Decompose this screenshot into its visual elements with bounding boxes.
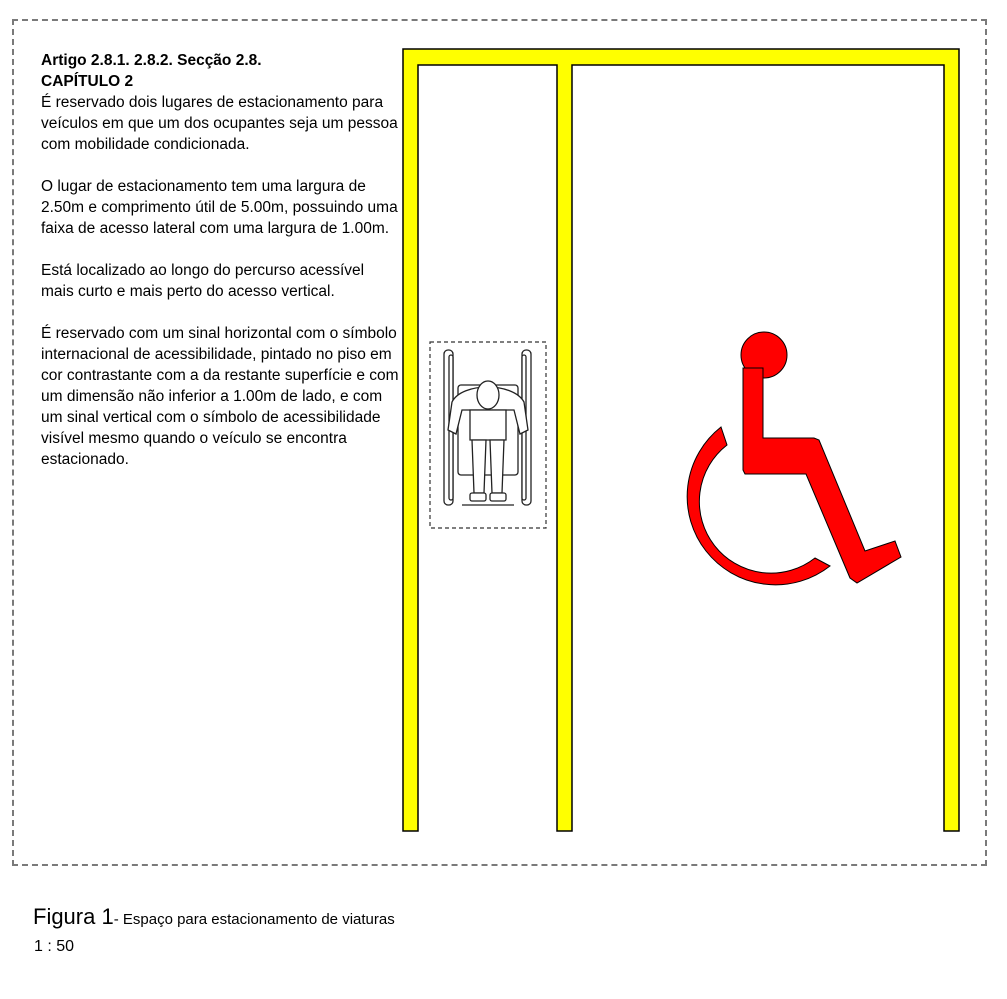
article-paragraph: Está localizado ao longo do percurso acessível mais curto e mais perto do acesso vertical. <box>41 262 365 300</box>
symbol-body <box>743 368 901 583</box>
article-heading-line2: CAPÍTULO 2 <box>41 73 134 90</box>
figure-description: - Espaço para estacionamento de viaturas <box>113 911 395 928</box>
article-heading-line1: Artigo 2.8.1. 2.8.2. Secção 2.8. <box>41 52 262 69</box>
wheelchair-user-topview-icon <box>430 342 546 528</box>
article-paragraph: É reservado com um sinal horizontal com o símbolo internacional de acessibilidade, pintado no piso em cor contrastante com a da restante superfície e com um dimensão não inferior a 1.00m de lado, e com um sinal vertical com o símbolo de acessibilidade visível mesmo quando o veículo se encontra estacionado. <box>41 325 399 468</box>
figure-scale: 1 : 50 <box>34 938 75 955</box>
article-paragraph: É reservado dois lugares de estacionamento para veículos em que um dos ocupantes seja um pessoa com mobilidade condicionada. <box>41 94 398 153</box>
figure-caption <box>33 904 395 930</box>
figure-number: Figura 1 <box>33 904 114 929</box>
article-paragraph: O lugar de estacionamento tem uma largura de 2.50m e comprimento útil de 5.00m, possuindo uma faixa de acesso lateral com uma largura de 1.00m. <box>41 178 398 237</box>
international-accessibility-symbol-icon <box>687 332 901 585</box>
